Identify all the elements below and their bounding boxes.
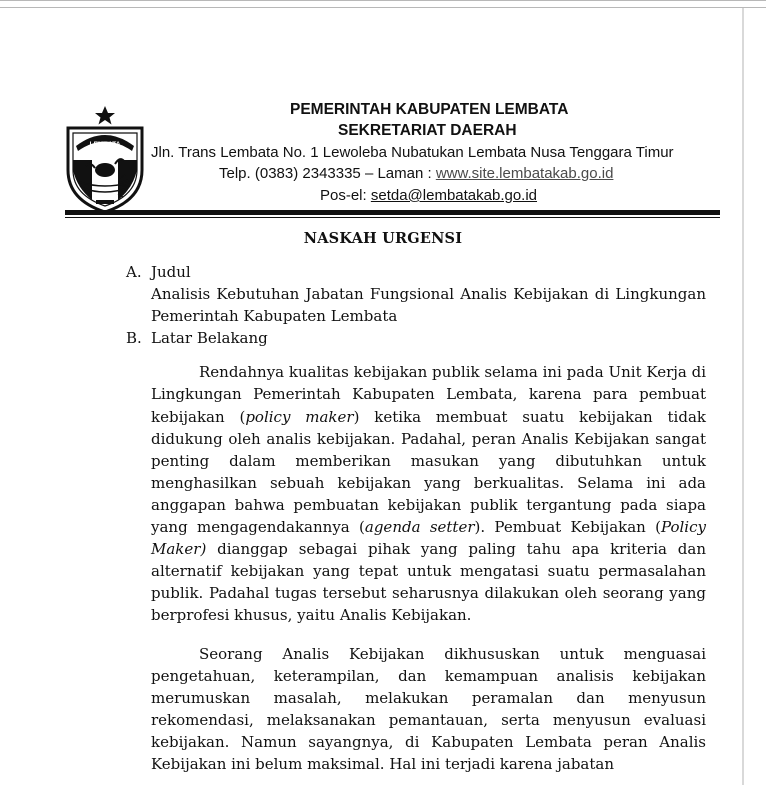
section-a-title: Judul <box>151 263 191 281</box>
agenda-setter-term: agenda setter <box>364 518 475 537</box>
paragraph-1-part-2: ) ketika membuat suatu kebijakan tidak didukung oleh analis kebijakan. Padahal, peran Analis Kebijakan sangat penting dalam memberikan masukan yang dibutuhkan untuk menghasilkan sebuah kebijakan yang berkualitas. Selama ini ada anggapan bahwa pembuatan kebijakan publik tergantung pada siapa yang mengagendakannya ( <box>151 407 706 537</box>
paragraph-1-part-1: Rendahnya kualitas kebijakan publik selama ini pada Unit Kerja di Lingkungan Pemerintah Kabupaten Lembata, karena para pembuat kebijakan ( <box>151 363 706 426</box>
section-b-heading <box>126 327 706 349</box>
page-top-edge <box>0 0 766 8</box>
paragraph-2: Seorang Analis Kebijakan dikhususkan untuk menguasai pengetahuan, keterampilan, dan kemampuan analisis kebijakan merumuskan masalah, melakukan peramalan dan menyusun rekomendasi, melaksanakan pemantauan, serta menyusun evaluasi kebijakan. Namun sayangnya, di Kabupaten Lembata peran Analis Kebijakan ini belum maksimal. Hal ini terjadi karena jabatan <box>151 644 706 773</box>
section-b-letter: B. <box>126 329 142 348</box>
email-link[interactable]: setda@lembatakab.go.id <box>370 187 538 204</box>
letterhead-rule-thin <box>65 217 720 218</box>
section-a-heading <box>126 261 706 283</box>
header-address: Jln. Trans Lembata No. 1 Lewoleba Nubatukan Lembata Nusa Tenggara Timur <box>151 144 674 161</box>
header-government-name: PEMERINTAH KABUPATEN LEMBATA <box>290 101 569 118</box>
policy-maker-term-2: Policy Maker) <box>151 518 706 559</box>
lembata-coat-of-arms-icon <box>62 104 148 214</box>
header-email-label: Pos-el: <box>320 187 371 204</box>
website-link[interactable]: www.site.lembatakab.go.id <box>435 165 614 182</box>
header-phone: Telp. (0383) 2343335 – Laman : <box>219 165 436 182</box>
logo-text: LEMBATA <box>89 141 121 148</box>
section-b-title: Latar Belakang <box>151 329 268 348</box>
paragraph-1-part-3: ). Pembuat Kebijakan ( <box>474 518 661 537</box>
header-contact-line <box>219 165 613 182</box>
document-body <box>126 261 706 790</box>
page-right-edge <box>742 8 744 785</box>
letterhead-rule-thick <box>65 210 720 215</box>
paragraph-1 <box>151 361 706 626</box>
header-email-line <box>320 187 537 204</box>
paragraph-1-part-4: dianggap sebagai pihak yang paling tahu apa kriteria dan alternatif kebijakan yang tepat untuk mengatasi suatu permasalahan publik. Padahal tugas tersebut seharusnya dilakukan oleh seorang yang berprofesi khusus, yaitu Analis Kebijakan. <box>151 540 706 625</box>
section-a-text: Analisis Kebutuhan Jabatan Fungsional Analis Kebijakan di Lingkungan Pemerintah Kabupaten Lembata <box>151 285 706 326</box>
document-title: NASKAH URGENSI <box>303 230 463 247</box>
section-a-letter: A. <box>126 263 142 281</box>
header-department-name: SEKRETARIAT DAERAH <box>338 122 517 139</box>
policy-maker-term: policy maker <box>245 407 354 426</box>
